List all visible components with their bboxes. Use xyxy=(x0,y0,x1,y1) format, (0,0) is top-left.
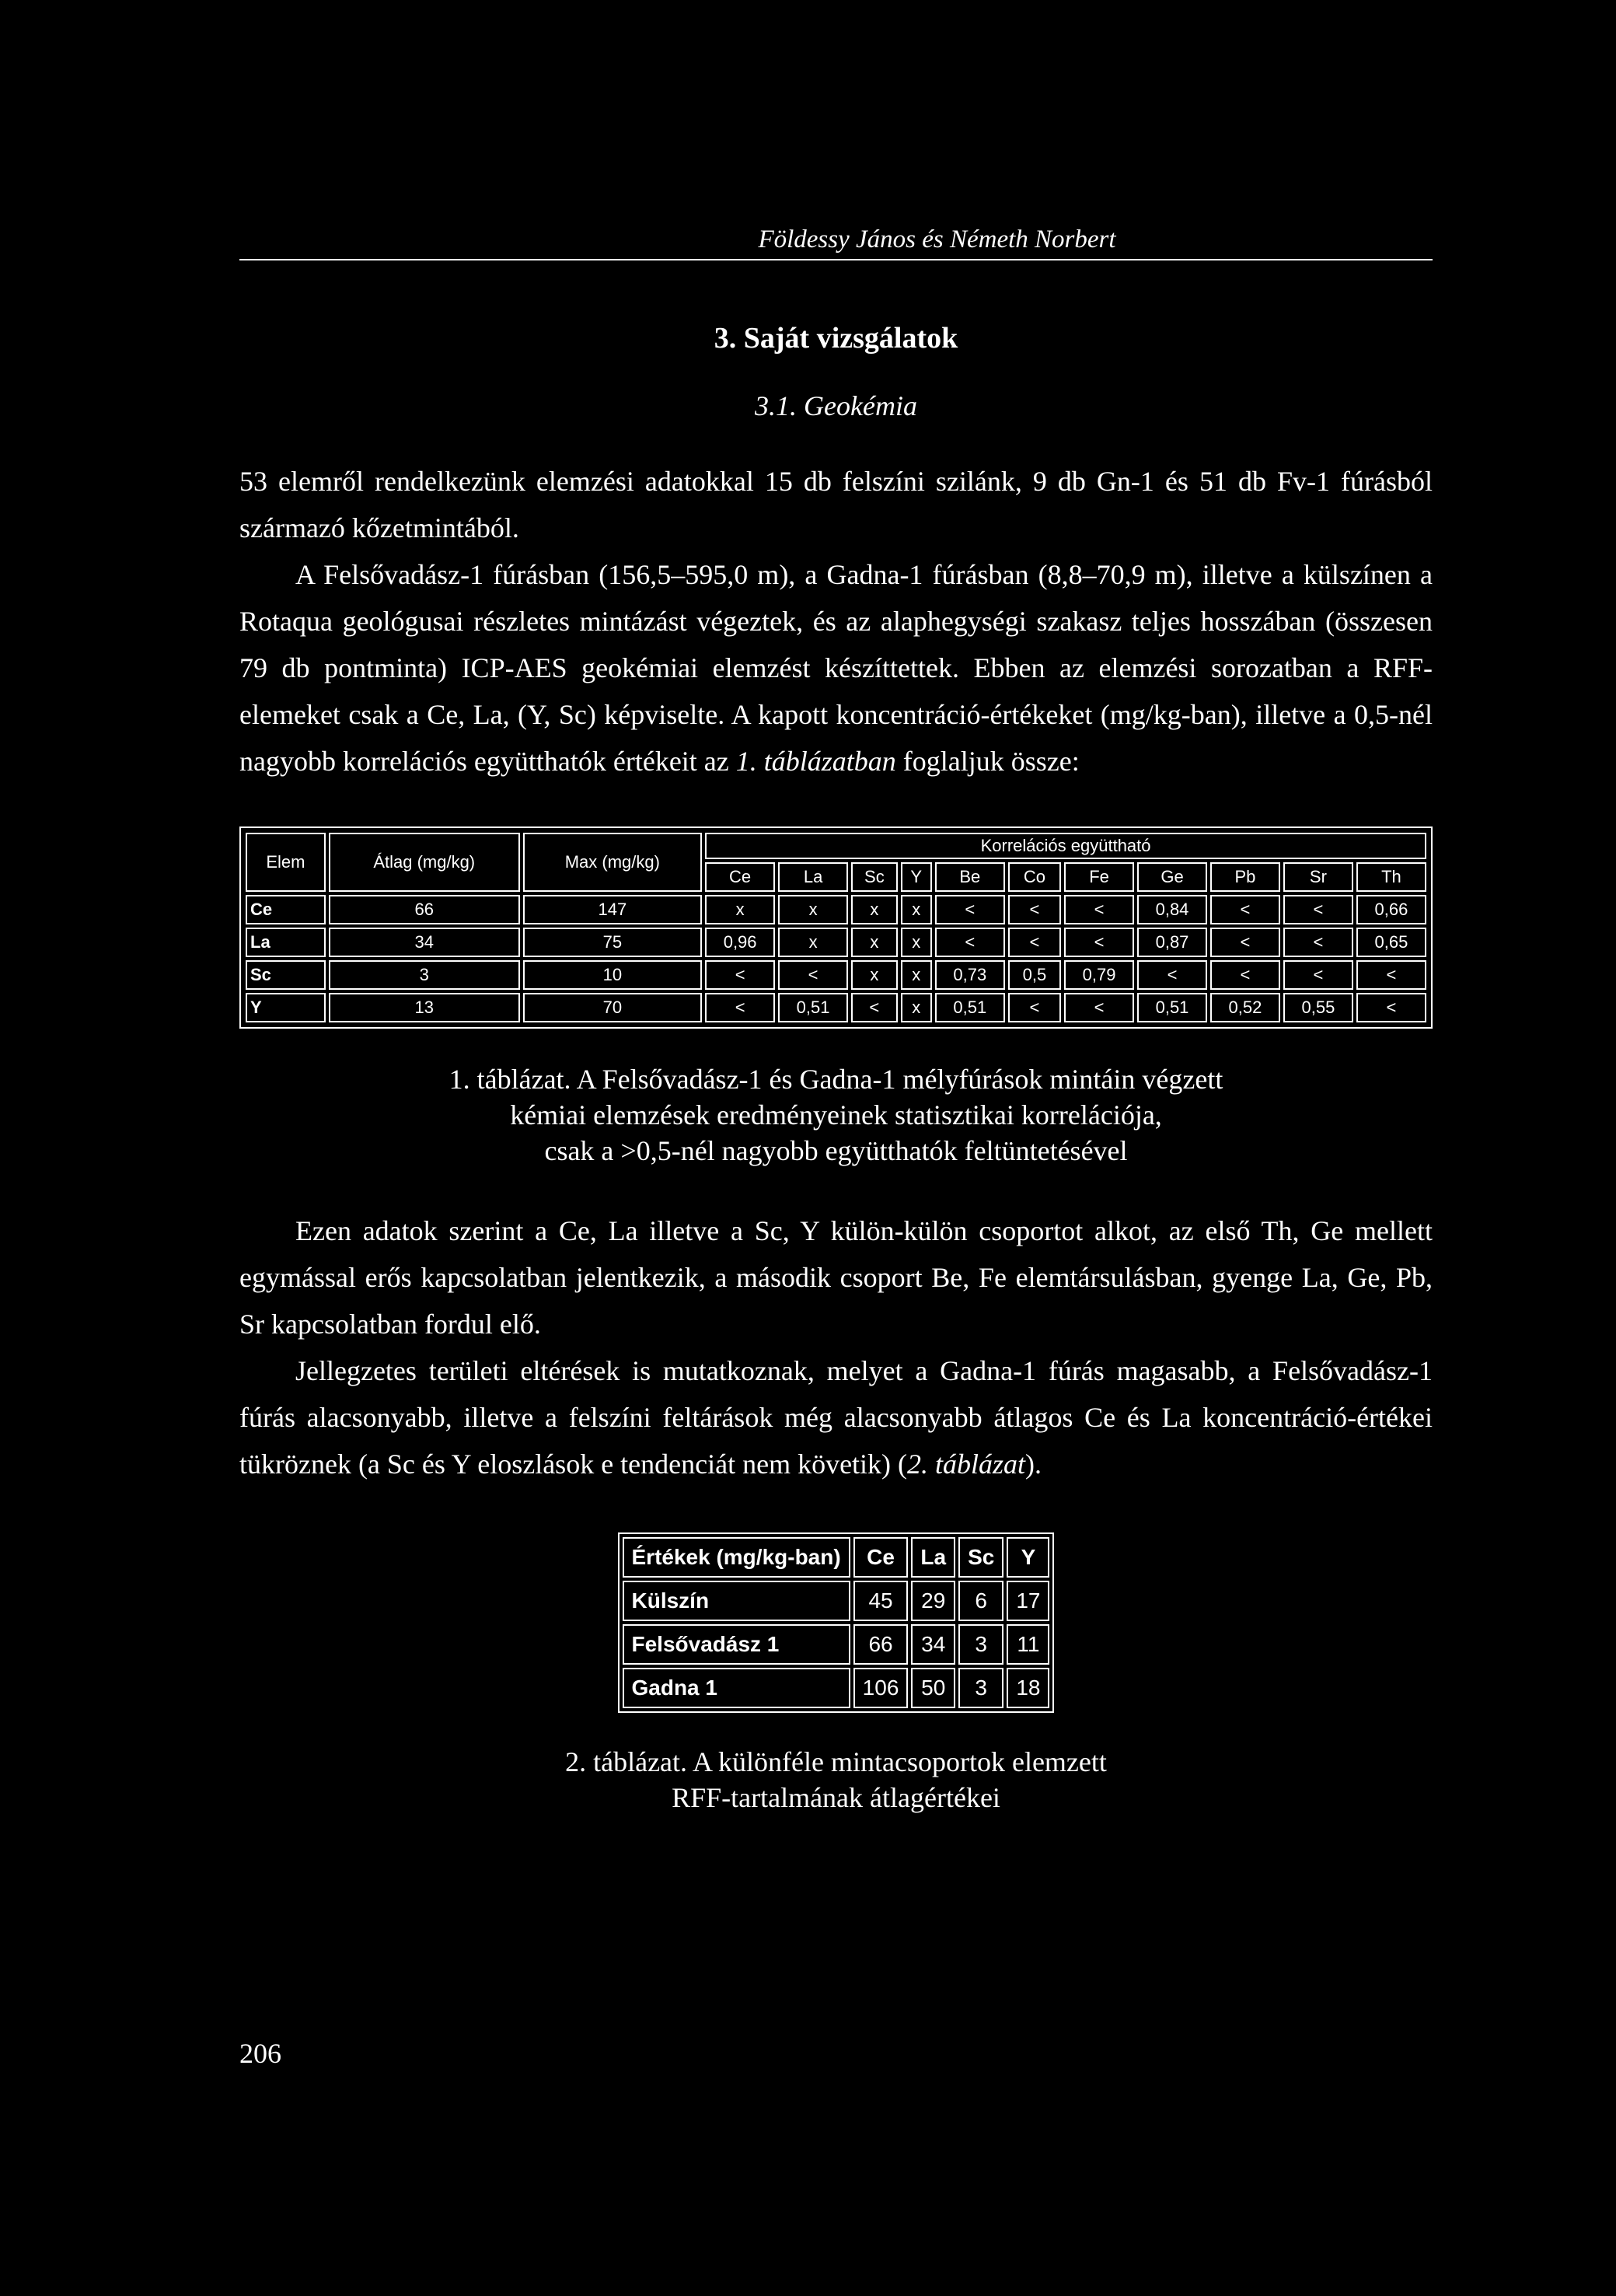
cell-corr: < xyxy=(1064,895,1134,924)
caption-line: csak a >0,5-nél nagyobb együtthatók feltüntetésével xyxy=(544,1135,1128,1166)
cell-max: 10 xyxy=(523,960,703,990)
corr-col-header: Sr xyxy=(1283,862,1353,892)
cell-corr: < xyxy=(1008,895,1061,924)
cell-corr: 0,5 xyxy=(1008,960,1061,990)
paragraph-2 xyxy=(239,551,1433,785)
cell-corr: < xyxy=(935,895,1005,924)
caption-line: 2. táblázat. A különféle mintacsoportok elemzett xyxy=(565,1746,1107,1777)
cell-corr: 0,65 xyxy=(1356,928,1426,957)
corr-col-header: Ce xyxy=(705,862,775,892)
cell-corr: < xyxy=(1064,928,1134,957)
cell-corr: x xyxy=(901,928,932,957)
cell-corr: x xyxy=(901,895,932,924)
cell-corr: < xyxy=(1008,928,1061,957)
header-correlation: Korrelációs együttható xyxy=(705,833,1426,859)
row-label: Gadna 1 xyxy=(623,1668,850,1708)
table-header-cell: Y xyxy=(1007,1537,1049,1578)
table-row xyxy=(623,1668,1050,1708)
corr-col-header: Sc xyxy=(851,862,898,892)
table-cell: 17 xyxy=(1007,1581,1049,1621)
table-row xyxy=(246,960,1426,990)
corr-col-header: Co xyxy=(1008,862,1061,892)
paragraph-2-text-b: foglaljuk össze: xyxy=(895,746,1080,777)
paragraph-4-text-a: Jellegzetes területi eltérések is mutatkoznak, melyet a Gadna-1 fúrás magasabb, a Felsővadász-1 fúrás alacsonyabb, illetve a felszíni feltárások még alacsonyabb átlagos Ce és La koncentráció-értékei tükröznek (a Sc és Y eloszlások e tendenciát nem követik) ( xyxy=(239,1355,1433,1480)
corr-col-header: Y xyxy=(901,862,932,892)
cell-corr: 0,84 xyxy=(1137,895,1207,924)
cell-corr: < xyxy=(778,960,848,990)
cell-corr: < xyxy=(851,993,898,1022)
table-cell: 34 xyxy=(911,1624,955,1665)
cell-corr: < xyxy=(1210,928,1280,957)
cell-corr: x xyxy=(705,895,775,924)
table-header-cell: Sc xyxy=(958,1537,1003,1578)
page xyxy=(239,225,1433,1815)
cell-max: 75 xyxy=(523,928,703,957)
page-number: 206 xyxy=(239,2038,281,2069)
paragraph-1: 53 elemről rendelkezünk elemzési adatokkal 15 db felszíni szilánk, 9 db Gn-1 és 51 db Fv-1 fúrásból származó kőzetmintából. xyxy=(239,466,1433,543)
cell-corr: 0,79 xyxy=(1064,960,1134,990)
correlation-table xyxy=(243,830,1429,1026)
cell-max: 147 xyxy=(523,895,703,924)
cell-corr: < xyxy=(1283,928,1353,957)
row-element: La xyxy=(246,928,326,957)
corr-col-header: Be xyxy=(935,862,1005,892)
row-label: Külszín xyxy=(623,1581,850,1621)
cell-corr: 0,51 xyxy=(778,993,848,1022)
cell-corr: < xyxy=(705,960,775,990)
cell-average: 34 xyxy=(329,928,520,957)
running-head: Földessy János és Németh Norbert xyxy=(239,225,1433,260)
cell-corr: < xyxy=(935,928,1005,957)
cell-corr: < xyxy=(1210,895,1280,924)
corr-col-header: Th xyxy=(1356,862,1426,892)
table-1-caption xyxy=(239,1061,1433,1169)
cell-corr: x xyxy=(778,928,848,957)
cell-corr: x xyxy=(851,895,898,924)
cell-corr: < xyxy=(1064,993,1134,1022)
cell-corr: < xyxy=(1137,960,1207,990)
cell-average: 3 xyxy=(329,960,520,990)
cell-average: 66 xyxy=(329,895,520,924)
cell-corr: x xyxy=(851,928,898,957)
table-cell: 29 xyxy=(911,1581,955,1621)
caption-line: RFF-tartalmának átlagértékei xyxy=(672,1782,1000,1813)
table-cell: 18 xyxy=(1007,1668,1049,1708)
caption-line: 1. táblázat. A Felsővadász-1 és Gadna-1 mélyfúrások mintáin végzett xyxy=(449,1064,1223,1095)
cell-corr: x xyxy=(901,960,932,990)
row-element: Sc xyxy=(246,960,326,990)
row-element: Ce xyxy=(246,895,326,924)
table-2-reference: 2. táblázat xyxy=(907,1449,1026,1480)
cell-corr: 0,73 xyxy=(935,960,1005,990)
table-cell: 6 xyxy=(958,1581,1003,1621)
caption-line: kémiai elemzések eredményeinek statisztikai korrelációja, xyxy=(510,1099,1162,1131)
cell-corr: < xyxy=(1283,895,1353,924)
cell-corr: < xyxy=(1356,993,1426,1022)
cell-corr: x xyxy=(901,993,932,1022)
row-label: Felsővadász 1 xyxy=(623,1624,850,1665)
cell-corr: x xyxy=(778,895,848,924)
table-cell: 3 xyxy=(958,1668,1003,1708)
table-2-caption xyxy=(239,1744,1433,1815)
corr-col-header: Fe xyxy=(1064,862,1134,892)
cell-average: 13 xyxy=(329,993,520,1022)
section-title: 3. Saját vizsgálatok xyxy=(714,322,958,355)
table-1-frame xyxy=(239,826,1433,1029)
paragraph-3: Ezen adatok szerint a Ce, La illetve a Sc, Y külön-külön csoportot alkot, az első Th, Ge mellett egymással erős kapcsolatban jelentkezik, a második csoport Be, Fe elemtársulásban, gyenge La, Ge, Pb, Sr kapcsolatban fordul elő. xyxy=(239,1215,1433,1340)
cell-corr: x xyxy=(851,960,898,990)
cell-corr: < xyxy=(705,993,775,1022)
cell-corr: 0,66 xyxy=(1356,895,1426,924)
cell-corr: < xyxy=(1356,960,1426,990)
averages-table xyxy=(618,1532,1055,1713)
corr-col-header: Pb xyxy=(1210,862,1280,892)
table-1-reference: 1. táblázatban xyxy=(735,746,896,777)
header-max: Max (mg/kg) xyxy=(523,833,703,892)
cell-corr: < xyxy=(1283,960,1353,990)
table-cell: 45 xyxy=(853,1581,909,1621)
cell-corr: < xyxy=(1008,993,1061,1022)
table-header-row xyxy=(623,1537,1050,1578)
table-row xyxy=(623,1581,1050,1621)
row-element: Y xyxy=(246,993,326,1022)
table-cell: 11 xyxy=(1007,1624,1049,1665)
subsection-title: 3.1. Geokémia xyxy=(755,390,917,421)
corr-col-header: Ge xyxy=(1137,862,1207,892)
table-header-cell: La xyxy=(911,1537,955,1578)
table-cell: 66 xyxy=(853,1624,909,1665)
cell-corr: 0,51 xyxy=(935,993,1005,1022)
table-row xyxy=(246,895,1426,924)
table-cell: 3 xyxy=(958,1624,1003,1665)
table-header-cell: Ce xyxy=(853,1537,909,1578)
table-row xyxy=(246,993,1426,1022)
paragraph-2-text-a: A Felsővadász-1 fúrásban (156,5–595,0 m), a Gadna-1 fúrásban (8,8–70,9 m), illetve a külszínen a Rotaqua geológusai részletes mintázást végeztek, és az alaphegységi szakasz teljes hosszában (összesen 79 db pontminta) ICP-AES geokémiai elemzést készíttettek. Ebben az elemzési sorozatban a RFF-elemeket csak a Ce, La, (Y, Sc) képviselte. A kapott koncentráció-értékeket (mg/kg-ban), illetve a 0,5-nél nagyobb korrelációs együtthatók értékeit az xyxy=(239,559,1433,777)
cell-corr: 0,87 xyxy=(1137,928,1207,957)
cell-max: 70 xyxy=(523,993,703,1022)
cell-corr: < xyxy=(1210,960,1280,990)
corr-col-header: La xyxy=(778,862,848,892)
header-elem: Elem xyxy=(246,833,326,892)
table-row xyxy=(246,928,1426,957)
table-row xyxy=(623,1624,1050,1665)
table-header-cell: Értékek (mg/kg-ban) xyxy=(623,1537,850,1578)
table-cell: 50 xyxy=(911,1668,955,1708)
paragraph-4 xyxy=(239,1347,1433,1487)
header-average: Átlag (mg/kg) xyxy=(329,833,520,892)
table-cell: 106 xyxy=(853,1668,909,1708)
cell-corr: 0,96 xyxy=(705,928,775,957)
cell-corr: 0,55 xyxy=(1283,993,1353,1022)
cell-corr: 0,52 xyxy=(1210,993,1280,1022)
paragraph-4-text-b: ). xyxy=(1025,1449,1042,1480)
cell-corr: 0,51 xyxy=(1137,993,1207,1022)
